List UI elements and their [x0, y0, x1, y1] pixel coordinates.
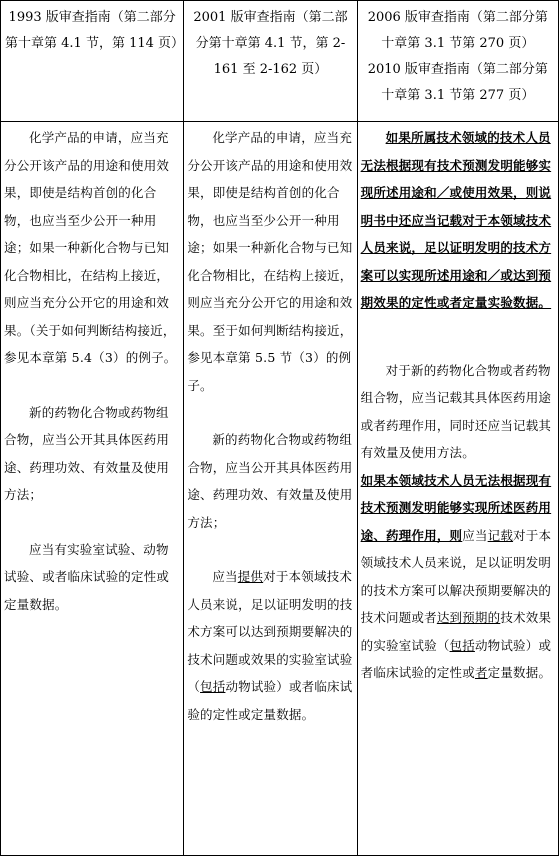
header-2006: 2006 版审查指南（第二部分第十章第 3.1 节第 270 页）: [367, 10, 548, 51]
col-2001-text: [184, 122, 356, 728]
col2-p3-post: 动物试验）或者临床试验的定性或定量数据。: [187, 679, 353, 722]
content-row: [1, 122, 559, 856]
header-cell-2001: [184, 1, 357, 122]
col2-p3-underline-provide: 提供: [237, 569, 264, 584]
header-2010: 2010 版审查指南（第二部分第十章第 3.1 节第 277 页）: [367, 62, 548, 103]
content-cell-2001: [184, 122, 357, 856]
col3-paragraph-2: 对于新的药物化合物或者药物组合物，应当记载其具体医药用途或者药理作用，同时还应当记载其有效量及使用方法。: [360, 362, 552, 460]
col2-p3-pre: 应当: [212, 569, 238, 584]
col2-paragraph-1: 化学产品的申请，应当充分公开该产品的用途和使用效果，即使是结构首创的化合物，也应当至少公开一种用途；如果一种新化合物与已知化合物相比，在结构上接近，则应当充分公开它的用途和效果。至于如何判断结构接近，参见本章第 5.5 节（3）的例子。: [187, 130, 353, 393]
col3-p3-d: 动物试验）或者临床试验的定性或: [360, 637, 552, 680]
header-cell-1993: [1, 1, 184, 122]
content-cell-2006-2010: [357, 122, 558, 856]
col-2006-2010-text: [358, 122, 558, 687]
col-1993-text: [1, 122, 183, 618]
content-cell-1993: [1, 122, 184, 856]
header-cell-2006-2010: [357, 1, 558, 122]
col3-p3-c: 技术效果的实验室试验（: [360, 610, 552, 653]
col2-paragraph-3: [187, 563, 353, 728]
col3-paragraph-1: 如果所属技术领域的技术人员无法根据现有技术预测发明能够实现所述用途和／或使用效果，则说明书中还应当记载对于本领域技术人员来说，足以证明发明的技术方案可以实现所述用途和／或达到预期效果的定性或者定量实验数据。: [360, 130, 552, 310]
col3-p3-a: 应当: [462, 527, 488, 543]
col3-p3-b: 对于本领域技术人员来说，足以证明发明的技术方案可以解决预期要解决的技术问题或者: [360, 527, 552, 625]
col3-p3-underline-reach: 达到预期的: [436, 610, 501, 625]
col2-paragraph-2: 新的药物化合物或药物组合物，应当公开其具体医药用途、药理功效、有效量及使用方法；: [187, 432, 353, 530]
col1-paragraph-3: 应当有实验室试验、动物试验、或者临床试验的定性或定量数据。: [4, 541, 170, 612]
header-2001: 2001 版审查指南（第二部分第十章第 4.1 节，第 2-161 至 2-162 页）: [193, 10, 348, 77]
col2-p3-underline-include: 包括: [200, 679, 226, 694]
col3-p3-underline-record: 记载: [487, 527, 514, 543]
header-row: [1, 1, 559, 122]
col2-p3-mid: 对于本领域技术人员来说，足以证明发明的技术方案可以达到预期要解决的技术问题或效果的实验室试验（: [187, 569, 353, 694]
col3-p3-underline-zhe: 者: [474, 665, 488, 680]
col3-paragraph-3: [361, 467, 555, 687]
col1-paragraph-1: 化学产品的申请，应当充分公开该产品的用途和使用效果，即使是结构首创的化合物，也应当至少公开一种用途；如果一种新化合物与已知化合物相比，在结构上接近，则应当充分公开它的用途和效果。（关于如何判断结构接近，参见本章第 5.4（3）的例子。: [4, 130, 177, 365]
col3-p3-e: 定量数据。: [487, 665, 552, 680]
header-1993: 1993 版审查指南（第二部分第十章第 4.1 节，第 114 页）: [5, 10, 185, 51]
col3-p3-underline-include: 包括: [449, 637, 475, 653]
col3-p3-underline-bold: 如果本领域技术人员无法根据现有技术预测发明能够实现所述医药用途、药理作用，则: [360, 472, 552, 543]
col1-paragraph-2: 新的药物化合物或药物组合物，应当公开其具体医药用途、药理功效、有效量及使用方法；: [4, 404, 170, 502]
